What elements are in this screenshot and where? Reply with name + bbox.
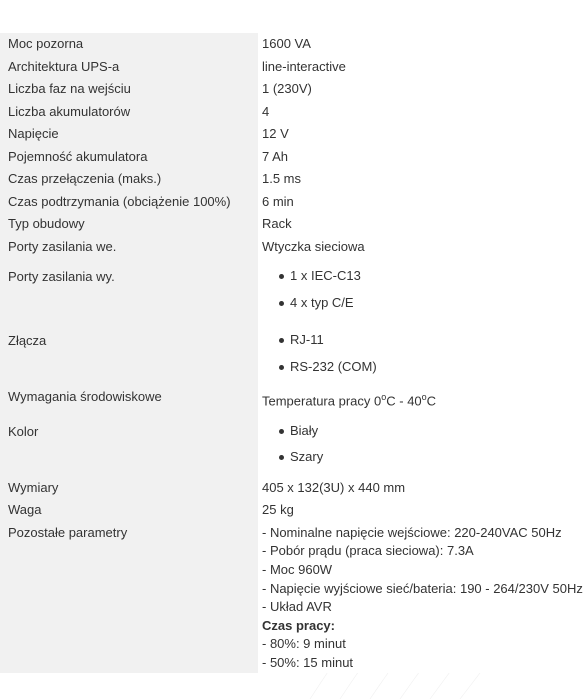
spec-value-cell: [258, 386, 588, 413]
spec-value: 4: [262, 103, 270, 119]
spec-value-cell: [258, 33, 588, 56]
spec-label: Wymiary: [8, 479, 59, 495]
temp-suffix: C: [426, 393, 437, 409]
list-item: Biały: [262, 418, 588, 445]
spec-label: Porty zasilania wy.: [8, 269, 115, 284]
spec-value: line-interactive: [262, 58, 346, 74]
spec-value-cell: [258, 168, 588, 191]
param-line: - Moc 960W: [262, 562, 333, 578]
spec-row: [0, 191, 588, 214]
spec-row: [0, 322, 588, 386]
spec-value: 1600 VA: [262, 36, 311, 51]
spec-row: [0, 236, 588, 259]
spec-value: 405 x 132(3U) x 440 mm: [262, 479, 406, 495]
spec-value-cell: [258, 258, 588, 322]
spec-row: [0, 213, 588, 236]
specifications-table: [0, 33, 588, 673]
params-block: [262, 522, 588, 673]
spec-value-list: [262, 413, 588, 477]
spec-value-cell: [258, 101, 588, 124]
spec-value-cell: [258, 123, 588, 146]
spec-value-cell: [258, 413, 588, 477]
spec-label-cell: [0, 191, 258, 214]
spec-value-cell: [258, 191, 588, 214]
param-heading: Czas pracy:: [262, 617, 335, 633]
spec-value: Wtyczka sieciowa: [262, 238, 365, 254]
spec-value-cell: [258, 78, 588, 101]
spec-label: Wymagania środowiskowe: [8, 389, 162, 404]
degree-sup: o: [421, 392, 427, 402]
spec-row: [0, 78, 588, 101]
spec-label-cell: [0, 78, 258, 101]
spec-label: Napięcie: [8, 126, 59, 141]
spec-label: Typ obudowy: [8, 216, 85, 231]
spec-label: Złącza: [8, 333, 47, 348]
spec-label-cell: [0, 522, 258, 673]
spec-value-cell: [258, 522, 588, 673]
spec-value-cell: [258, 146, 588, 169]
spec-value: 1 (230V): [262, 81, 312, 96]
spec-value-cell: [258, 236, 588, 259]
spec-row: [0, 101, 588, 124]
spec-value-cell: [258, 56, 588, 79]
spec-row: [0, 258, 588, 322]
spec-row: [0, 386, 588, 413]
spec-label: Porty zasilania we.: [8, 238, 117, 254]
spec-value-cell: [258, 213, 588, 236]
list-item: 4 x typ C/E: [262, 290, 588, 317]
param-line: - 80%: 9 minut: [262, 636, 346, 652]
spec-row: [0, 413, 588, 477]
spec-label-cell: [0, 386, 258, 413]
list-item: 1 x IEC-C13: [262, 263, 588, 290]
spec-label-cell: [0, 236, 258, 259]
spec-row: [0, 477, 588, 500]
spec-row: [0, 499, 588, 522]
spec-label: Liczba faz na wejściu: [8, 81, 131, 96]
spec-label: Pojemność akumulatora: [8, 148, 148, 164]
spec-label-cell: [0, 33, 258, 56]
spec-label-cell: [0, 213, 258, 236]
spec-row: [0, 168, 588, 191]
degree-sup: o: [381, 392, 387, 402]
spec-value: [262, 386, 588, 413]
spec-row: [0, 56, 588, 79]
spec-value-list: [262, 322, 588, 386]
param-line: - 50%: 15 minut: [262, 654, 354, 670]
spec-label-cell: [0, 413, 258, 477]
param-line: - Układ AVR: [262, 599, 332, 615]
spec-label: Czas przełączenia (maks.): [8, 171, 162, 186]
spec-label: Architektura UPS-a: [8, 58, 120, 74]
spec-value-list: [262, 258, 588, 322]
temp-prefix: Temperatura pracy 0: [262, 393, 382, 409]
spec-label-cell: [0, 168, 258, 191]
spec-label-cell: [0, 123, 258, 146]
spec-row: [0, 33, 588, 56]
spec-row: [0, 146, 588, 169]
spec-value: Rack: [262, 216, 292, 231]
spec-label: Czas podtrzymania (obciążenie 100%): [8, 193, 231, 209]
spec-value-cell: [258, 322, 588, 386]
spec-value: 7 Ah: [262, 148, 289, 164]
spec-label-cell: [0, 258, 258, 322]
spec-value: 1.5 ms: [262, 171, 302, 186]
list-item: RS-232 (COM): [262, 354, 588, 381]
spec-label-cell: [0, 101, 258, 124]
spec-row: [0, 522, 588, 673]
spec-label-cell: [0, 146, 258, 169]
list-item: Szary: [262, 444, 588, 471]
spec-label: Pozostałe parametry: [8, 524, 128, 540]
spec-value-cell: [258, 499, 588, 522]
spec-value: 25 kg: [262, 502, 294, 518]
list-item: RJ-11: [262, 327, 588, 354]
spec-label-cell: [0, 477, 258, 500]
param-line: - Nominalne napięcie wejściowe: 220-240VAC 50Hz: [262, 524, 562, 540]
spec-value: 6 min: [262, 193, 294, 209]
spec-label: Kolor: [8, 423, 39, 439]
spec-label: Moc pozorna: [8, 36, 84, 51]
spec-value-cell: [258, 477, 588, 500]
spec-label-cell: [0, 322, 258, 386]
temp-mid: C - 40: [386, 393, 422, 409]
spec-value: 12 V: [262, 126, 289, 141]
spec-label-cell: [0, 499, 258, 522]
spec-label-cell: [0, 56, 258, 79]
spec-label: Waga: [8, 502, 42, 518]
param-line: - Pobór prądu (praca sieciowa): 7.3A: [262, 543, 474, 559]
spec-label: Liczba akumulatorów: [8, 103, 131, 119]
spec-row: [0, 123, 588, 146]
param-line: - Napięcie wyjściowe sieć/bateria: 190 - 264/230V 50Hz: [262, 580, 583, 596]
